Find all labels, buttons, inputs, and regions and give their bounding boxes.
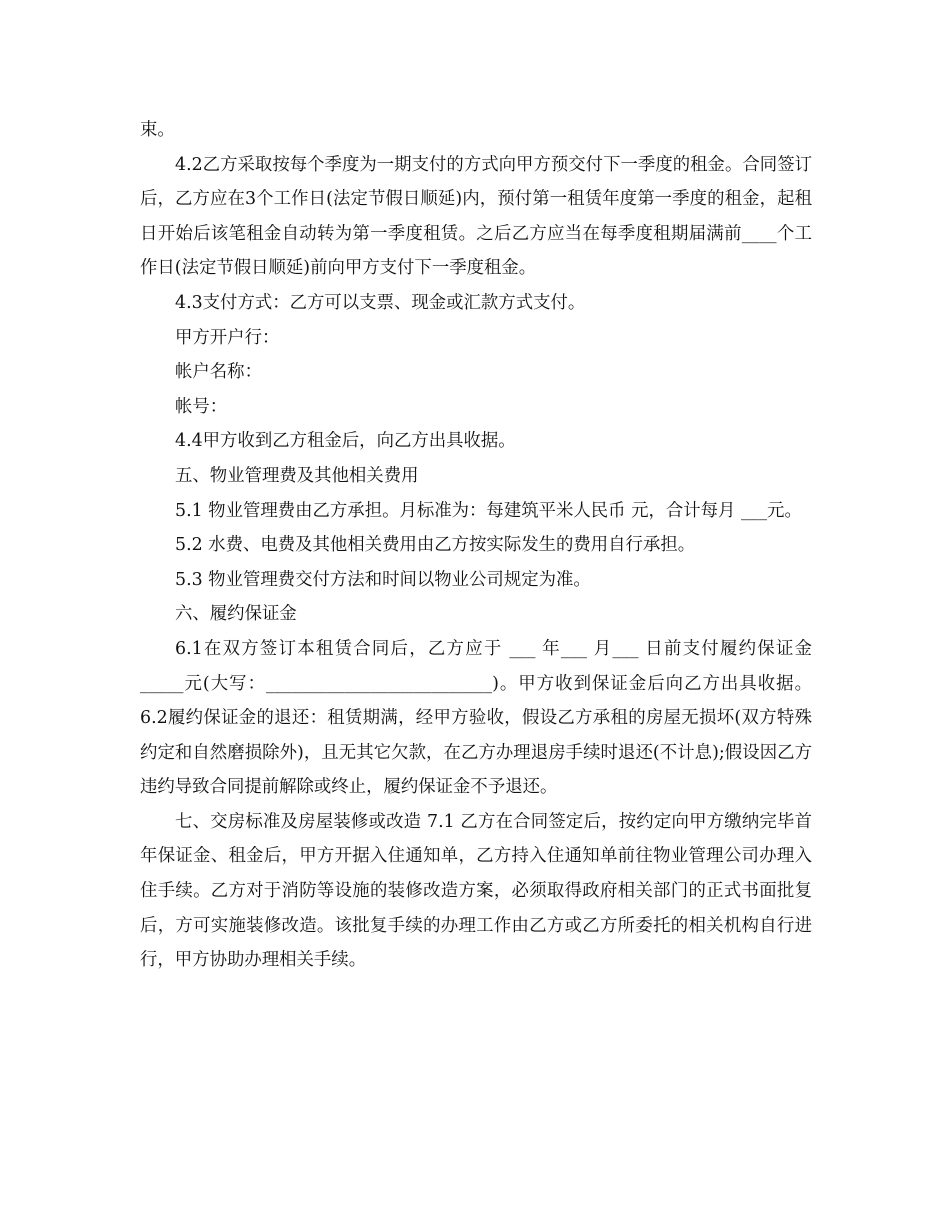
paragraph-7: 4.4甲方收到乙方租金后，向乙方出具收据。 xyxy=(175,431,516,452)
paragraph-14: 七、交房标准及房屋装修或改造 7.1 乙方在合同签定后，按约定向甲方缴纳完毕首年保证金、租金后，甲方开据入住通知单，乙方持入住通知单前往物业管理公司办理入住手续。乙方对于消防等设施的装修改造方案，必须取得政府相关部门的正式书面批复后，方可实施装修改造。该批复手续的办理工作由乙方或乙方所委托的相关机构自行进行，甲方协助办理相关手续。 xyxy=(140,811,812,971)
document-page xyxy=(140,113,818,978)
paragraph-6: 帐号： xyxy=(175,396,228,417)
paragraph-10: 5.2 水费、电费及其他相关费用由乙方按实际发生的费用自行承担。 xyxy=(175,535,696,556)
paragraph-9: 5.1 物业管理费由乙方承担。月标准为：每建筑平米人民币 元，合计每月 ___元。 xyxy=(175,500,802,521)
paragraph-11: 5.3 物业管理费交付方法和时间以物业公司规定为准。 xyxy=(175,569,591,590)
paragraph-13: 6.1在双方签订本租赁合同后，乙方应于 ___ 年___ 月___ 日前支付履约保证金_____元(大写：__________________________)。甲方收到保证金后向乙方出具收据。 6.2履约保证金的退还：租赁期满，经甲方验收，假设乙方承租的房屋无损坏(双方特殊约定和自然磨损除外)，且无其它欠款，在乙方办理退房手续时退还(不计息);假设因乙方违约导致合同提前解除或终止，履约保证金不予退还。 xyxy=(140,638,818,798)
paragraph-5: 帐户名称： xyxy=(175,362,262,383)
paragraph-2: 4.2乙方采取按每个季度为一期支付的方式向甲方预交付下一季度的租金。合同签订后，乙方应在3个工作日(法定节假日顺延)内，预付第一租赁年度第一季度的租金，起租日开始后该笔租金自动转为第一季度租赁。之后乙方应当在每季度租期届满前____个工作日(法定节假日顺延)前向甲方支付下一季度租金。 xyxy=(140,154,812,279)
paragraph-3: 4.3支付方式：乙方可以支票、现金或汇款方式支付。 xyxy=(175,292,586,313)
paragraph-4: 甲方开户行： xyxy=(175,327,280,348)
section-heading-6: 六、履约保证金 xyxy=(175,604,297,625)
paragraph-1: 束。 xyxy=(140,120,175,140)
section-heading-5: 五、物业管理费及其他相关费用 xyxy=(175,465,419,486)
